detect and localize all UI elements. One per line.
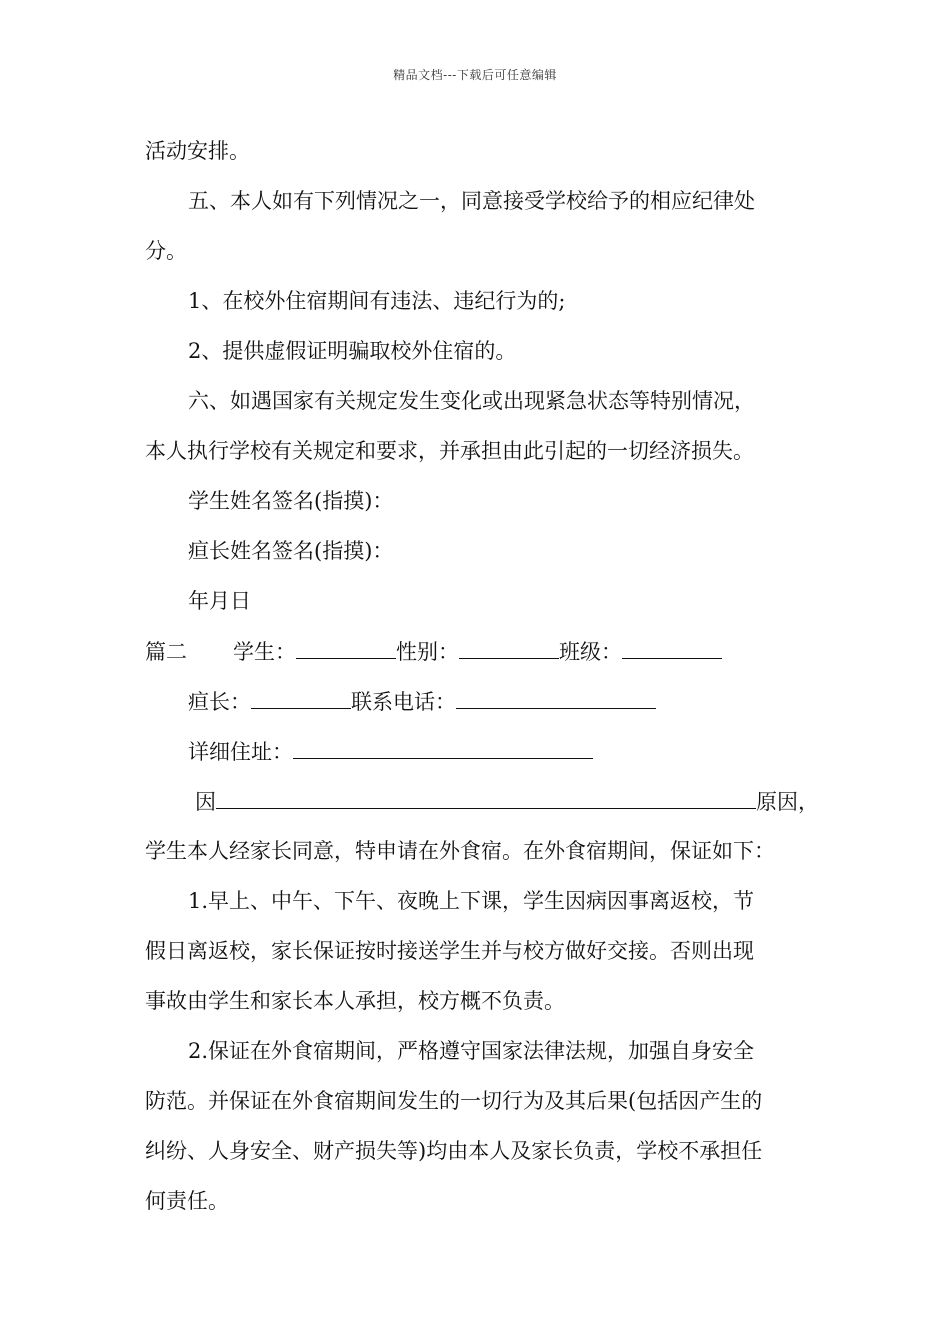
paragraph-line: 2、提供虚假证明骗取校外住宿的。: [188, 339, 517, 363]
class-label: 班级：: [559, 640, 622, 664]
form-row-parent: [188, 686, 656, 717]
reason-suffix: 原因，: [756, 790, 819, 814]
form-row-student: [145, 636, 722, 667]
gender-label: 性别：: [396, 640, 459, 664]
phone-label: 联系电话：: [351, 690, 456, 714]
body-line: 防范。并保证在外食宿期间发生的一切行为及其后果(包括因产生的: [145, 1089, 763, 1113]
body-line: 假日离返校，家长保证按时接送学生并与校方做好交接。否则出现: [145, 939, 754, 963]
reason-blank: [216, 786, 756, 809]
paragraph-line: 本人执行学校有关规定和要求，并承担由此引起的一切经济损失。: [145, 439, 754, 463]
phone-blank: [456, 686, 656, 709]
parent-name-blank: [251, 686, 351, 709]
parent-signature-label: 疸长姓名签名(指摸)：: [188, 539, 394, 563]
body-line: 1.早上、中午、下午、夜晚上下课，学生因病因事离返校，节: [188, 889, 755, 913]
form-row-address: [188, 736, 593, 767]
paragraph-line: 1、在校外住宿期间有违法、违纪行为的;: [188, 289, 566, 313]
class-blank: [622, 636, 722, 659]
paragraph-line: 六、如遇国家有关规定发生变化或出现紧急状态等特别情况，: [188, 389, 755, 413]
date-label: 年月日: [188, 589, 251, 613]
body-line: 学生本人经家长同意，特申请在外食宿。在外食宿期间，保证如下：: [145, 839, 775, 863]
parent-label: 疸长：: [188, 690, 251, 714]
student-name-blank: [296, 636, 396, 659]
address-blank: [293, 736, 593, 759]
student-label: 学生：: [233, 640, 296, 664]
body-line: 2.保证在外食宿期间，严格遵守国家法律法规，加强自身安全: [188, 1039, 755, 1063]
form-row-reason: [195, 786, 819, 817]
paragraph-line: 活动安排。: [145, 139, 250, 163]
body-line: 纠纷、人身安全、财产损失等)均由本人及家长负责，学校不承担任: [145, 1139, 763, 1163]
address-label: 详细住址：: [188, 740, 293, 764]
student-signature-label: 学生姓名签名(指摸)：: [188, 489, 394, 513]
page-header: 精品文档---下载后可任意编辑: [393, 68, 557, 82]
reason-prefix: 因: [195, 790, 216, 814]
section-label: 篇二: [145, 640, 187, 664]
paragraph-line: 分。: [145, 239, 187, 263]
body-line: 何责任。: [145, 1189, 229, 1213]
body-line: 事故由学生和家长本人承担，校方概不负责。: [145, 989, 565, 1013]
paragraph-line: 五、本人如有下列情况之一，同意接受学校给予的相应纪律处: [188, 189, 755, 213]
gender-blank: [459, 636, 559, 659]
